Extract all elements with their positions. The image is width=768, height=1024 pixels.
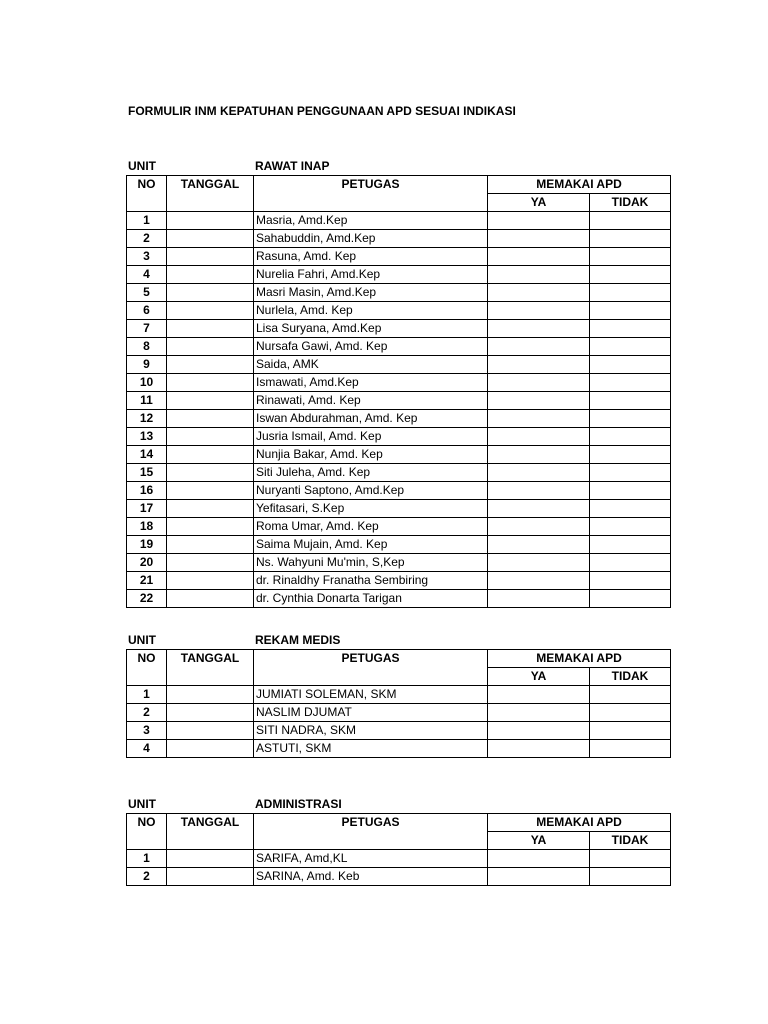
row-number: 19 xyxy=(127,536,167,554)
ya-cell xyxy=(488,518,590,536)
ya-cell xyxy=(488,338,590,356)
staff-table xyxy=(126,649,671,758)
tanggal-cell xyxy=(167,392,254,410)
row-number: 9 xyxy=(127,356,167,374)
row-number: 11 xyxy=(127,392,167,410)
table-row xyxy=(127,740,671,758)
tidak-cell xyxy=(590,850,671,868)
tidak-cell xyxy=(590,374,671,392)
tidak-cell xyxy=(590,704,671,722)
table-row xyxy=(127,554,671,572)
ya-cell xyxy=(488,572,590,590)
table-row xyxy=(127,446,671,464)
tanggal-cell xyxy=(167,518,254,536)
table-row xyxy=(127,356,671,374)
tanggal-cell xyxy=(167,446,254,464)
table-row xyxy=(127,410,671,428)
petugas-name: Saima Mujain, Amd. Kep xyxy=(254,536,488,554)
header-tidak: TIDAK xyxy=(590,194,671,212)
petugas-name: Saida, AMK xyxy=(254,356,488,374)
ya-cell xyxy=(488,410,590,428)
row-number: 2 xyxy=(127,704,167,722)
unit-label: UNIT xyxy=(128,633,156,647)
ya-cell xyxy=(488,266,590,284)
table-row xyxy=(127,284,671,302)
tidak-cell xyxy=(590,392,671,410)
row-number: 1 xyxy=(127,850,167,868)
tanggal-cell xyxy=(167,410,254,428)
tidak-cell xyxy=(590,686,671,704)
unit-line xyxy=(126,796,670,813)
tanggal-cell xyxy=(167,722,254,740)
row-number: 22 xyxy=(127,590,167,608)
row-number: 13 xyxy=(127,428,167,446)
petugas-name: SARINA, Amd. Keb xyxy=(254,868,488,886)
petugas-name: dr. Cynthia Donarta Tarigan xyxy=(254,590,488,608)
header-row xyxy=(127,650,671,668)
petugas-name: Nunjia Bakar, Amd. Kep xyxy=(254,446,488,464)
table-row xyxy=(127,704,671,722)
table-row xyxy=(127,428,671,446)
ya-cell xyxy=(488,868,590,886)
section-administrasi xyxy=(126,796,670,886)
header-no: NO xyxy=(127,814,167,850)
unit-value: REKAM MEDIS xyxy=(255,633,341,647)
header-row xyxy=(127,176,671,194)
table-row xyxy=(127,374,671,392)
ya-cell xyxy=(488,590,590,608)
tanggal-cell xyxy=(167,338,254,356)
tanggal-cell xyxy=(167,868,254,886)
unit-label: UNIT xyxy=(128,797,156,811)
tanggal-cell xyxy=(167,686,254,704)
row-number: 17 xyxy=(127,500,167,518)
ya-cell xyxy=(488,302,590,320)
ya-cell xyxy=(488,428,590,446)
tanggal-cell xyxy=(167,740,254,758)
ya-cell xyxy=(488,554,590,572)
tidak-cell xyxy=(590,554,671,572)
petugas-name: Nurelia Fahri, Amd.Kep xyxy=(254,266,488,284)
header-ya: YA xyxy=(488,832,590,850)
ya-cell xyxy=(488,536,590,554)
table-row xyxy=(127,868,671,886)
ya-cell xyxy=(488,500,590,518)
row-number: 2 xyxy=(127,230,167,248)
tidak-cell xyxy=(590,590,671,608)
tanggal-cell xyxy=(167,302,254,320)
ya-cell xyxy=(488,320,590,338)
header-memakai-apd: MEMAKAI APD xyxy=(488,814,671,832)
petugas-name: ASTUTI, SKM xyxy=(254,740,488,758)
tanggal-cell xyxy=(167,536,254,554)
tanggal-cell xyxy=(167,554,254,572)
tidak-cell xyxy=(590,248,671,266)
tanggal-cell xyxy=(167,500,254,518)
table-row xyxy=(127,320,671,338)
tidak-cell xyxy=(590,284,671,302)
unit-value: ADMINISTRASI xyxy=(255,797,342,811)
petugas-name: Iswan Abdurahman, Amd. Kep xyxy=(254,410,488,428)
ya-cell xyxy=(488,704,590,722)
ya-cell xyxy=(488,850,590,868)
tidak-cell xyxy=(590,572,671,590)
header-tidak: TIDAK xyxy=(590,832,671,850)
table-row xyxy=(127,500,671,518)
tanggal-cell xyxy=(167,704,254,722)
table-row xyxy=(127,590,671,608)
header-ya: YA xyxy=(488,194,590,212)
tidak-cell xyxy=(590,518,671,536)
row-number: 1 xyxy=(127,686,167,704)
tidak-cell xyxy=(590,266,671,284)
petugas-name: Ns. Wahyuni Mu'min, S,Kep xyxy=(254,554,488,572)
header-tanggal: TANGGAL xyxy=(167,814,254,850)
row-number: 12 xyxy=(127,410,167,428)
tidak-cell xyxy=(590,446,671,464)
tidak-cell xyxy=(590,482,671,500)
unit-line xyxy=(126,158,670,175)
ya-cell xyxy=(488,284,590,302)
table-row xyxy=(127,572,671,590)
row-number: 18 xyxy=(127,518,167,536)
row-number: 16 xyxy=(127,482,167,500)
tanggal-cell xyxy=(167,212,254,230)
header-memakai-apd: MEMAKAI APD xyxy=(488,176,671,194)
ya-cell xyxy=(488,686,590,704)
section-rawat-inap xyxy=(126,158,670,608)
table-row xyxy=(127,464,671,482)
row-number: 2 xyxy=(127,868,167,886)
unit-line xyxy=(126,632,670,649)
petugas-name: Jusria Ismail, Amd. Kep xyxy=(254,428,488,446)
tidak-cell xyxy=(590,356,671,374)
header-no: NO xyxy=(127,176,167,212)
ya-cell xyxy=(488,230,590,248)
section-rekam-medis xyxy=(126,632,670,758)
form-title: FORMULIR INM KEPATUHAN PENGGUNAAN APD SESUAI INDIKASI xyxy=(128,104,516,118)
petugas-name: Lisa Suryana, Amd.Kep xyxy=(254,320,488,338)
table-row xyxy=(127,482,671,500)
tidak-cell xyxy=(590,500,671,518)
table-row xyxy=(127,686,671,704)
tanggal-cell xyxy=(167,428,254,446)
table-row xyxy=(127,302,671,320)
tidak-cell xyxy=(590,868,671,886)
header-tidak: TIDAK xyxy=(590,668,671,686)
tanggal-cell xyxy=(167,230,254,248)
header-tanggal: TANGGAL xyxy=(167,650,254,686)
tanggal-cell xyxy=(167,374,254,392)
tidak-cell xyxy=(590,740,671,758)
row-number: 7 xyxy=(127,320,167,338)
petugas-name: Nursafa Gawi, Amd. Kep xyxy=(254,338,488,356)
row-number: 4 xyxy=(127,740,167,758)
staff-table xyxy=(126,175,671,608)
ya-cell xyxy=(488,392,590,410)
ya-cell xyxy=(488,446,590,464)
row-number: 20 xyxy=(127,554,167,572)
tanggal-cell xyxy=(167,464,254,482)
ya-cell xyxy=(488,374,590,392)
petugas-name: Ismawati, Amd.Kep xyxy=(254,374,488,392)
table-row xyxy=(127,722,671,740)
row-number: 15 xyxy=(127,464,167,482)
petugas-name: SARIFA, Amd,KL xyxy=(254,850,488,868)
row-number: 10 xyxy=(127,374,167,392)
tanggal-cell xyxy=(167,850,254,868)
table-row xyxy=(127,392,671,410)
table-row xyxy=(127,850,671,868)
petugas-name: Sahabuddin, Amd.Kep xyxy=(254,230,488,248)
header-petugas: PETUGAS xyxy=(254,650,488,686)
table-row xyxy=(127,338,671,356)
petugas-name: Rinawati, Amd. Kep xyxy=(254,392,488,410)
row-number: 4 xyxy=(127,266,167,284)
tanggal-cell xyxy=(167,356,254,374)
petugas-name: Siti Juleha, Amd. Kep xyxy=(254,464,488,482)
tanggal-cell xyxy=(167,320,254,338)
petugas-name: Nurlela, Amd. Kep xyxy=(254,302,488,320)
table-row xyxy=(127,230,671,248)
ya-cell xyxy=(488,248,590,266)
header-memakai-apd: MEMAKAI APD xyxy=(488,650,671,668)
header-ya: YA xyxy=(488,668,590,686)
table-row xyxy=(127,536,671,554)
tidak-cell xyxy=(590,230,671,248)
petugas-name: JUMIATI SOLEMAN, SKM xyxy=(254,686,488,704)
header-petugas: PETUGAS xyxy=(254,176,488,212)
tidak-cell xyxy=(590,464,671,482)
row-number: 3 xyxy=(127,248,167,266)
table-row xyxy=(127,248,671,266)
table-row xyxy=(127,518,671,536)
petugas-name: SITI NADRA, SKM xyxy=(254,722,488,740)
tidak-cell xyxy=(590,320,671,338)
row-number: 3 xyxy=(127,722,167,740)
tidak-cell xyxy=(590,410,671,428)
unit-value: RAWAT INAP xyxy=(255,159,330,173)
petugas-name: Roma Umar, Amd. Kep xyxy=(254,518,488,536)
tidak-cell xyxy=(590,428,671,446)
ya-cell xyxy=(488,212,590,230)
petugas-name: Rasuna, Amd. Kep xyxy=(254,248,488,266)
tanggal-cell xyxy=(167,248,254,266)
row-number: 6 xyxy=(127,302,167,320)
row-number: 8 xyxy=(127,338,167,356)
table-row xyxy=(127,212,671,230)
ya-cell xyxy=(488,482,590,500)
tidak-cell xyxy=(590,536,671,554)
tanggal-cell xyxy=(167,266,254,284)
ya-cell xyxy=(488,464,590,482)
row-number: 21 xyxy=(127,572,167,590)
tidak-cell xyxy=(590,722,671,740)
tidak-cell xyxy=(590,212,671,230)
header-petugas: PETUGAS xyxy=(254,814,488,850)
tanggal-cell xyxy=(167,590,254,608)
petugas-name: dr. Rinaldhy Franatha Sembiring xyxy=(254,572,488,590)
ya-cell xyxy=(488,740,590,758)
staff-table xyxy=(126,813,671,886)
tidak-cell xyxy=(590,302,671,320)
ya-cell xyxy=(488,722,590,740)
row-number: 14 xyxy=(127,446,167,464)
row-number: 1 xyxy=(127,212,167,230)
header-tanggal: TANGGAL xyxy=(167,176,254,212)
petugas-name: Nuryanti Saptono, Amd.Kep xyxy=(254,482,488,500)
petugas-name: Masria, Amd.Kep xyxy=(254,212,488,230)
tanggal-cell xyxy=(167,482,254,500)
ya-cell xyxy=(488,356,590,374)
table-row xyxy=(127,266,671,284)
tanggal-cell xyxy=(167,284,254,302)
header-row xyxy=(127,814,671,832)
tanggal-cell xyxy=(167,572,254,590)
header-no: NO xyxy=(127,650,167,686)
tidak-cell xyxy=(590,338,671,356)
petugas-name: Yefitasari, S.Kep xyxy=(254,500,488,518)
petugas-name: NASLIM DJUMAT xyxy=(254,704,488,722)
row-number: 5 xyxy=(127,284,167,302)
petugas-name: Masri Masin, Amd.Kep xyxy=(254,284,488,302)
unit-label: UNIT xyxy=(128,159,156,173)
